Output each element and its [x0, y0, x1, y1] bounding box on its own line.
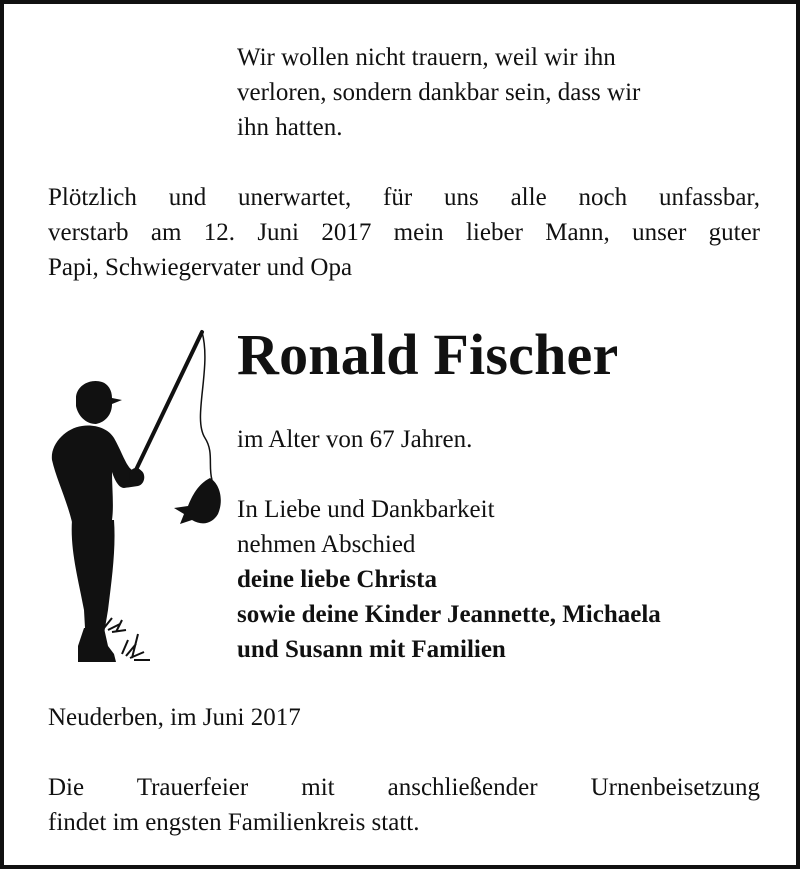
mourner-name-line: sowie deine Kinder Jeannette, Michaela: [237, 601, 661, 628]
motto-line: verloren, sondern dankbar sein, dass wir: [237, 79, 641, 106]
funeral-line: findet im engsten Familienkreis statt.: [48, 809, 420, 836]
mourner-name-line: deine liebe Christa: [237, 566, 437, 593]
announcement-line: verstarb am 12. Juni 2017 mein lieber Mann, unser guter: [48, 219, 760, 246]
place-date: Neuderben, im Juni 2017: [48, 704, 301, 731]
mourner-name-line: und Susann mit Familien: [237, 636, 506, 663]
announcement-text: [48, 180, 760, 285]
deceased-name: Ronald Fischer: [237, 322, 619, 387]
deceased-age: im Alter von 67 Jahren.: [237, 426, 473, 453]
motto-line: ihn hatten.: [237, 114, 343, 141]
announcement-line: Plötzlich und unerwartet, für uns alle noch unfassbar,: [48, 184, 760, 211]
motto-line: Wir wollen nicht trauern, weil wir ihn: [237, 44, 616, 71]
mourners-line: nehmen Abschied: [237, 531, 416, 558]
funeral-info: [48, 770, 760, 840]
mourners-block: [237, 492, 777, 667]
mourners-line: In Liebe und Dankbarkeit: [237, 496, 495, 523]
announcement-line: Papi, Schwiegervater und Opa: [48, 254, 353, 281]
motto-quote: [237, 40, 757, 145]
funeral-line: Die Trauerfeier mit anschließender Urnenbeisetzung: [48, 774, 760, 801]
fisherman-silhouette-icon: [42, 328, 237, 673]
